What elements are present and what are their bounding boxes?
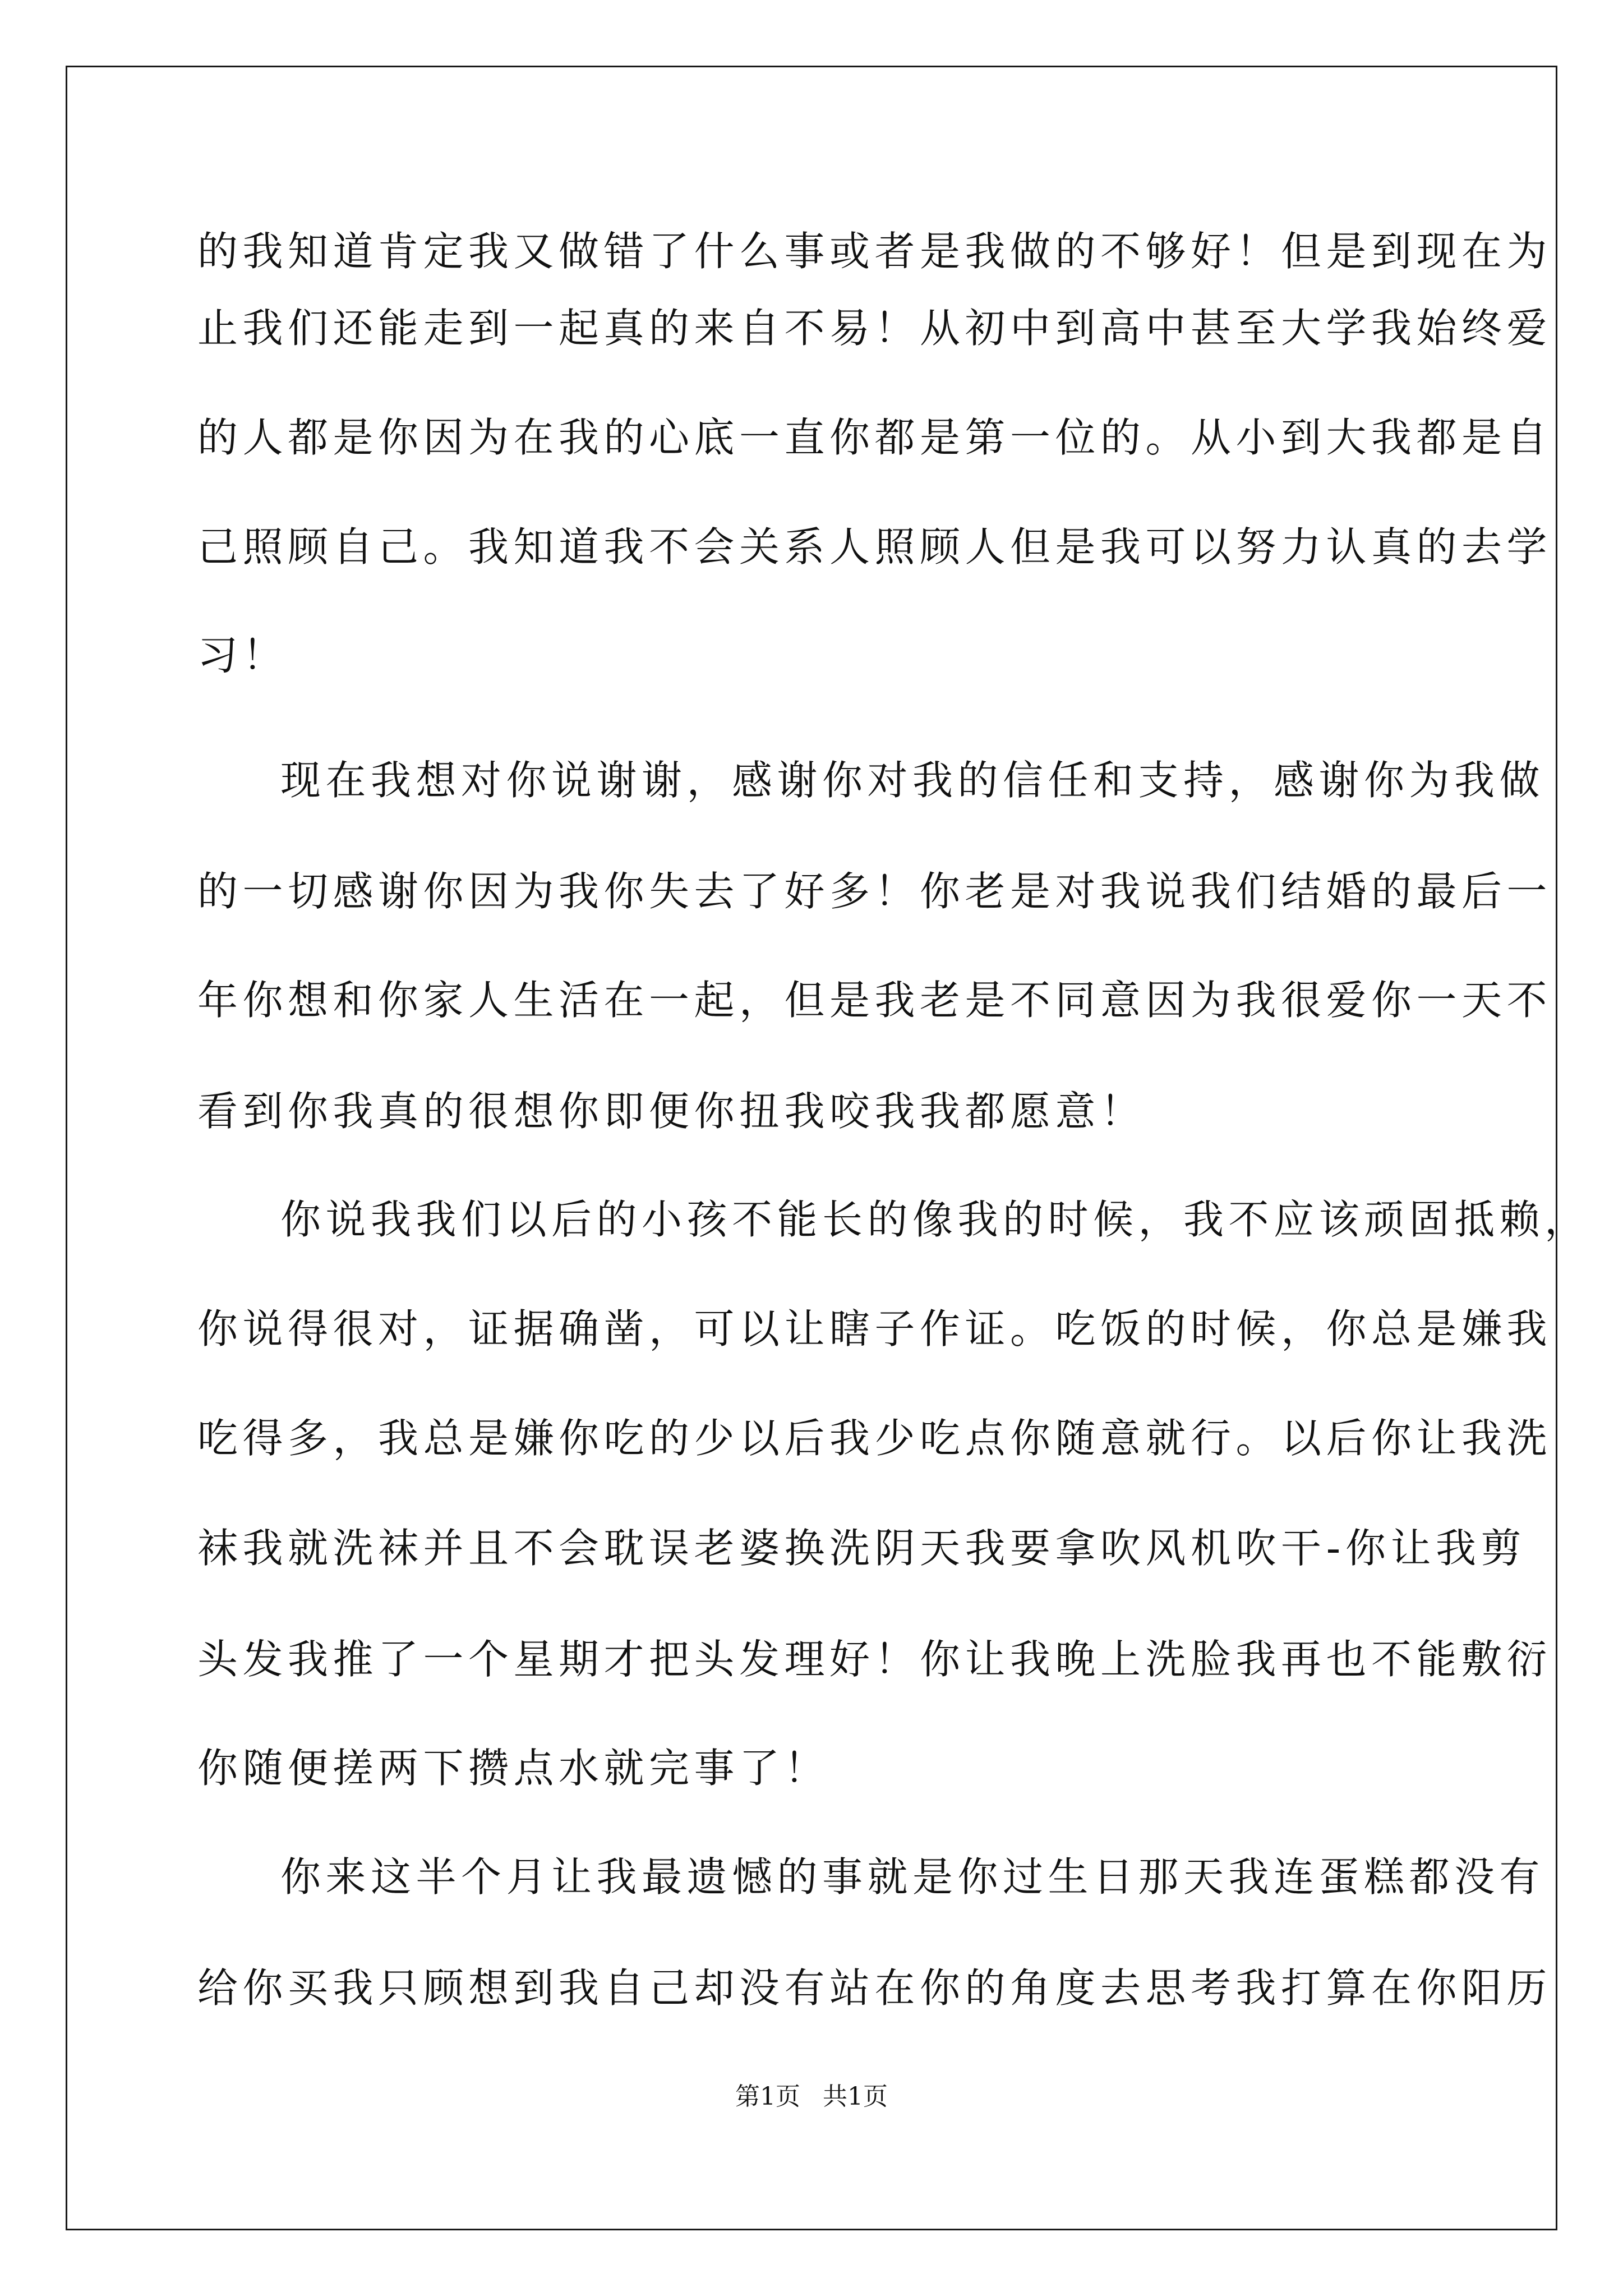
text-line: 吃得多，我总是嫌你吃的少以后我少吃点你随意就行。以后你让我洗 — [197, 1415, 1552, 1462]
paragraph-first-line: 现在我想对你说谢谢，感谢你对我的信任和支持，感谢你为我做 — [280, 757, 1545, 804]
text-line: 你说得很对，证据确凿，可以让瞎子作证。吃饭的时候，你总是嫌我 — [197, 1305, 1552, 1352]
text-line: 己照顾自己。我知道我不会关系人照顾人但是我可以努力认真的去学 — [197, 523, 1552, 570]
text-line: 给你买我只顾想到我自己却没有站在你的角度去思考我打算在你阳历 — [197, 1964, 1552, 2012]
paragraph-first-line: 你来这半个月让我最遗憾的事就是你过生日那天我连蛋糕都没有 — [280, 1853, 1545, 1901]
text-line: 年你想和你家人生活在一起，但是我老是不同意因为我很爱你一天不 — [197, 977, 1552, 1024]
text-line: 的一切感谢你因为我你失去了好多！你老是对我说我们结婚的最后一 — [197, 868, 1552, 915]
text-line: 习！ — [197, 632, 288, 679]
text-line: 你随便搓两下攒点水就完事了！ — [197, 1745, 830, 1792]
text-line: 头发我推了一个星期才把头发理好！你让我晚上洗脸我再也不能敷衍 — [197, 1636, 1552, 1683]
page-number-current: 第1页 — [735, 2082, 800, 2111]
text-line: 止我们还能走到一起真的来自不易！从初中到高中甚至大学我始终爱 — [197, 305, 1552, 352]
page-footer — [0, 2080, 1623, 2114]
text-line: 袜我就洗袜并且不会耽误老婆换洗阴天我要拿吹风机吹干-你让我剪 — [197, 1525, 1526, 1572]
text-line: 的人都是你因为在我的心底一直你都是第一位的。从小到大我都是自 — [197, 414, 1552, 461]
page-number-total: 共1页 — [823, 2082, 888, 2111]
paragraph-first-line: 你说我我们以后的小孩不能长的像我的时候，我不应该顽固抵赖， — [280, 1196, 1590, 1243]
text-line: 看到你我真的很想你即便你扭我咬我我都愿意！ — [197, 1088, 1146, 1135]
text-line: 的我知道肯定我又做错了什么事或者是我做的不够好！但是到现在为 — [197, 228, 1552, 275]
